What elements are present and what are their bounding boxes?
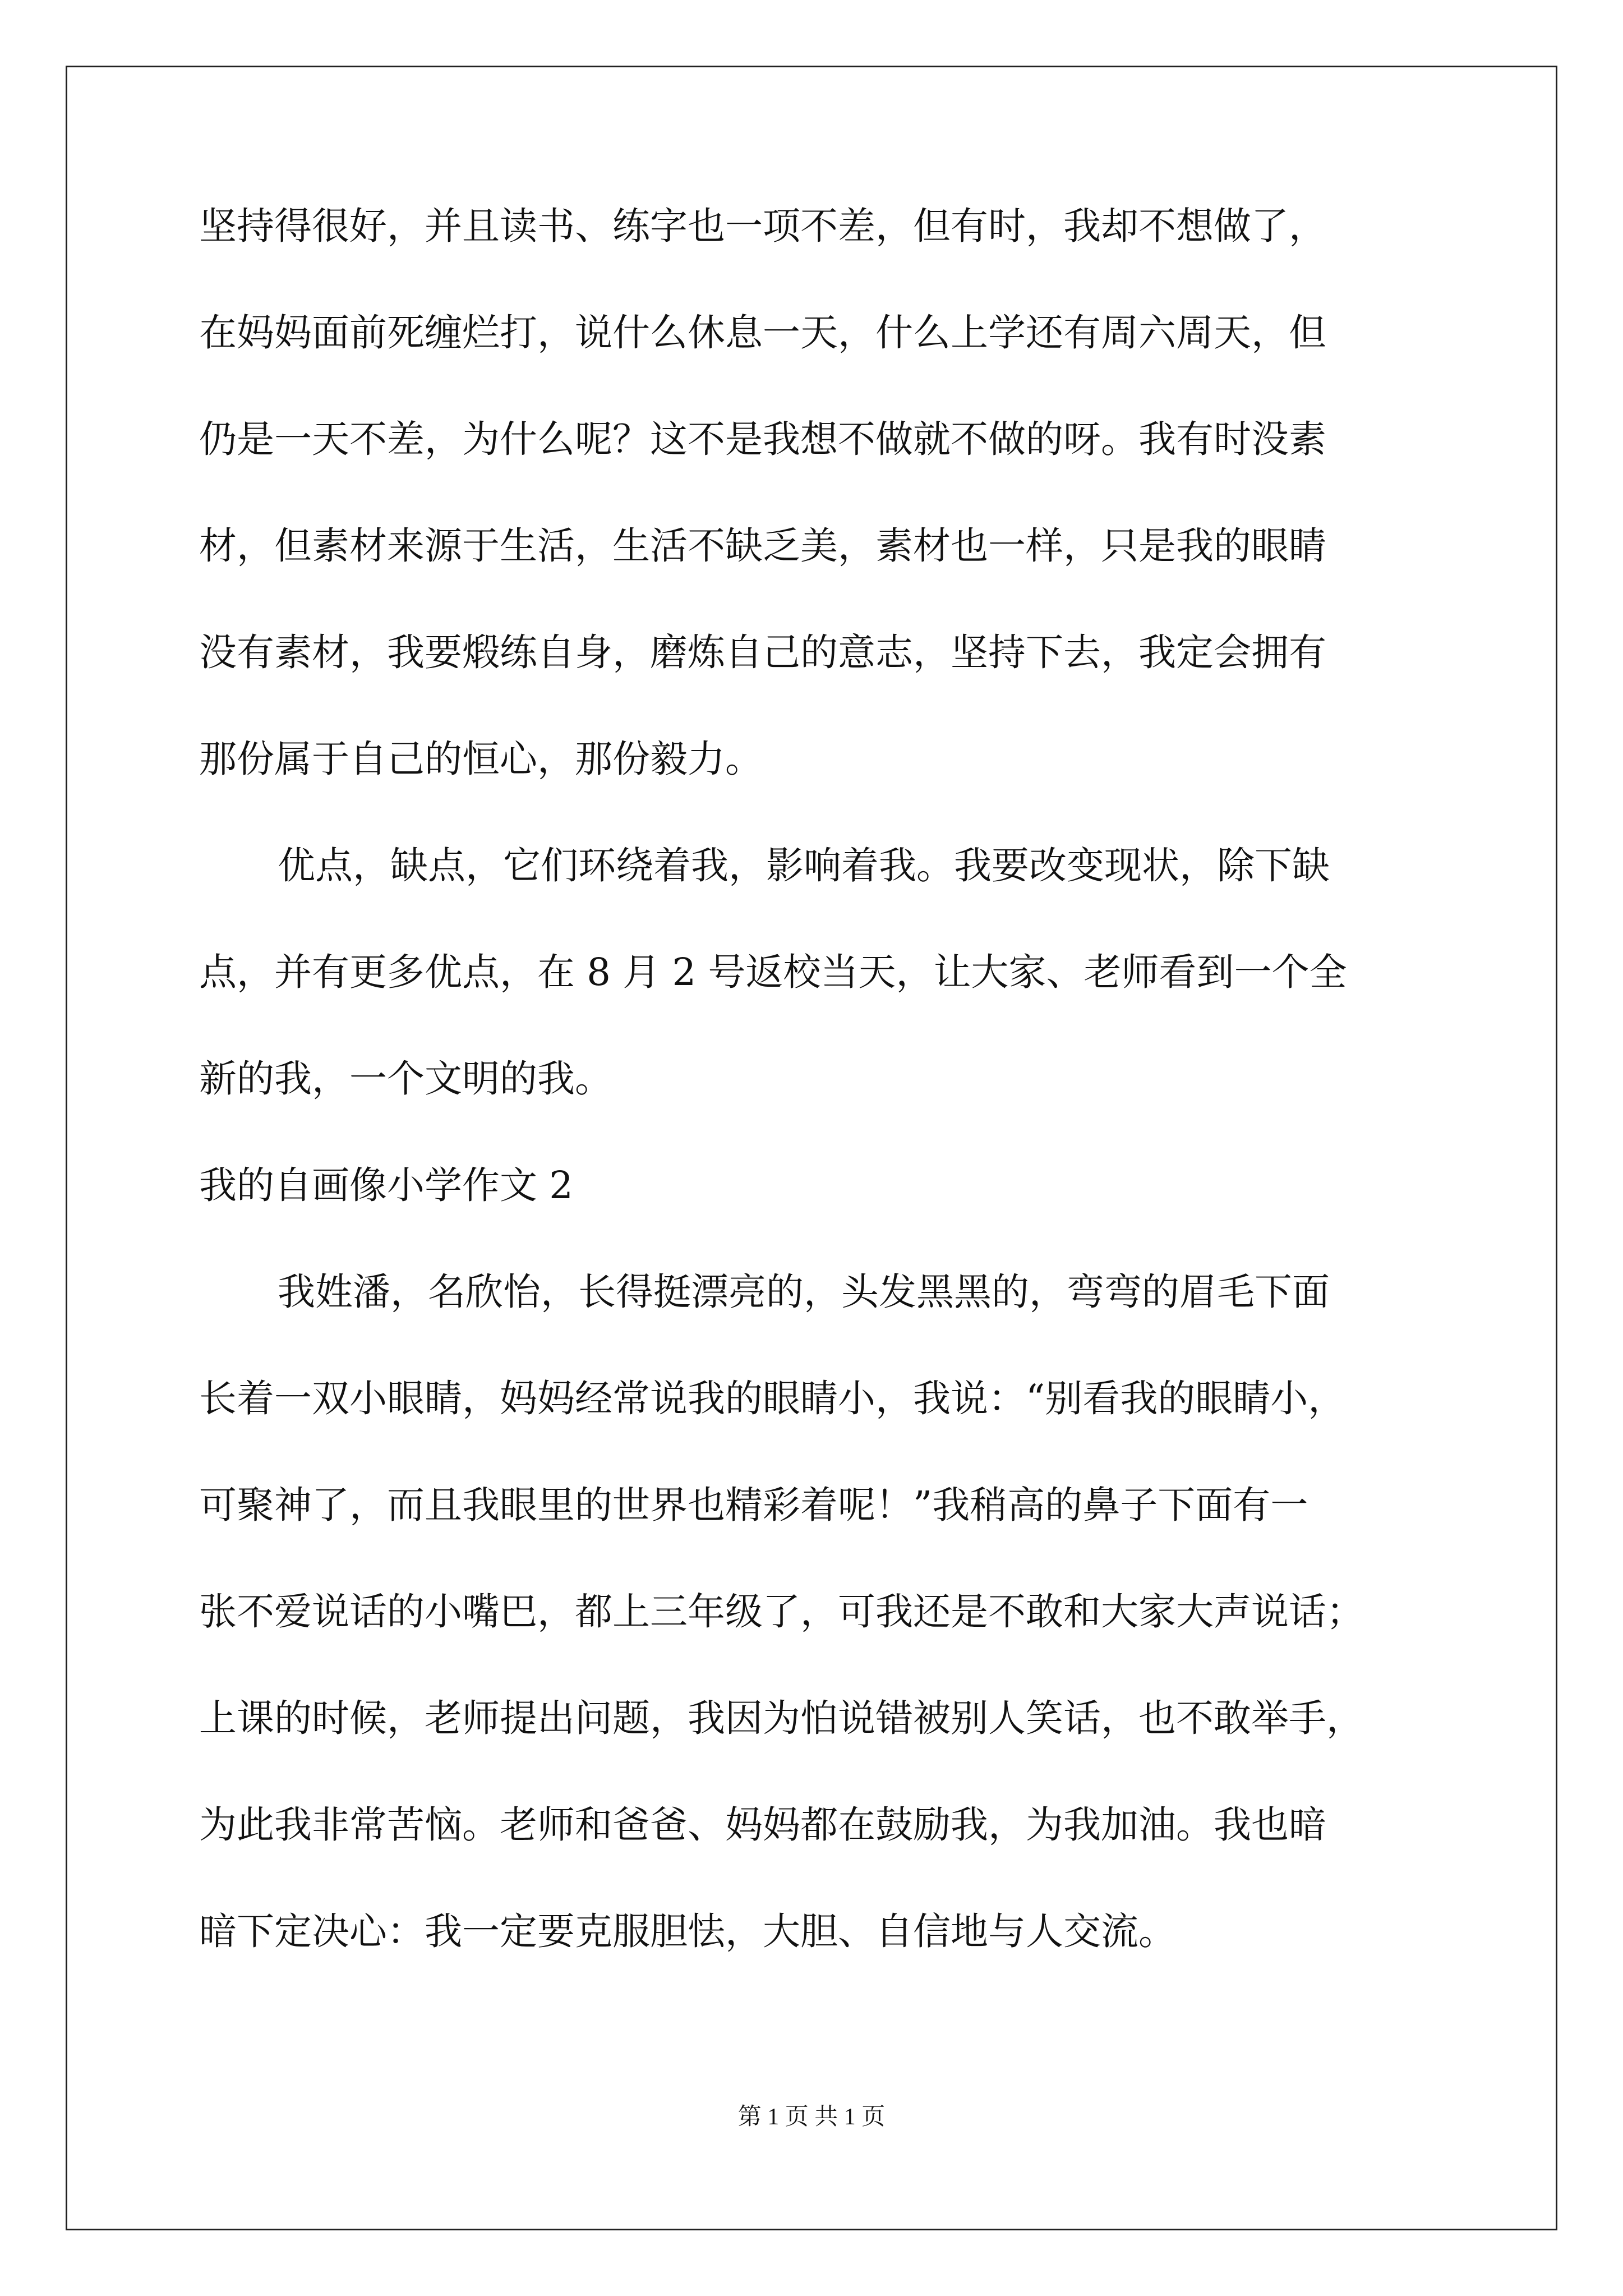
text-line: 没有素材，我要煅练自身，磨炼自己的意志，坚持下去，我定会拥有 (199, 631, 1326, 674)
text-line: 新的我，一个文明的我。 (199, 1057, 612, 1101)
text-line: 材，但素材来源于生活，生活不缺乏美，素材也一样，只是我的眼睛 (199, 524, 1326, 568)
section-heading: 我的自画像小学作文 2 (199, 1163, 573, 1207)
text-line: 长着一双小眼睛，妈妈经常说我的眼睛小，我说：“别看我的眼睛小， (199, 1377, 1346, 1420)
text-line: 张不爱说话的小嘴巴，都上三年级了，可我还是不敢和大家大声说话； (199, 1590, 1364, 1634)
paragraph-start-line: 优点，缺点，它们环绕着我，影响着我。我要改变现状，除下缺 (278, 844, 1330, 887)
text-line: 暗下定决心：我一定要克服胆怯，大胆、自信地与人交流。 (199, 1910, 1176, 1953)
document-body (199, 173, 1438, 1985)
text-line: 上课的时候，老师提出问题，我因为怕说错被别人笑话，也不敢举手， (199, 1696, 1364, 1740)
text-line: 在妈妈面前死缠烂打，说什么休息一天，什么上学还有周六周天，但 (199, 311, 1326, 355)
text-line: 那份属于自己的恒心，那份毅力。 (199, 737, 763, 781)
text-line: 仍是一天不差，为什么呢？这不是我想不做就不做的呀。我有时没素 (199, 417, 1326, 461)
text-line: 点，并有更多优点，在 8 月 2 号返校当天，让大家、老师看到一个全 (199, 950, 1347, 994)
page-number-footer: 第 1 页 共 1 页 (737, 2104, 886, 2130)
text-line: 可聚神了，而且我眼里的世界也精彩着呢！”我稍高的鼻子下面有一 (199, 1483, 1308, 1527)
paragraph-start-line: 我姓潘，名欣怡，长得挺漂亮的，头发黑黑的，弯弯的眉毛下面 (278, 1270, 1330, 1314)
text-line: 坚持得很好，并且读书、练字也一项不差，但有时，我却不想做了， (199, 204, 1326, 248)
text-line: 为此我非常苦恼。老师和爸爸、妈妈都在鼓励我，为我加油。我也暗 (199, 1803, 1326, 1847)
